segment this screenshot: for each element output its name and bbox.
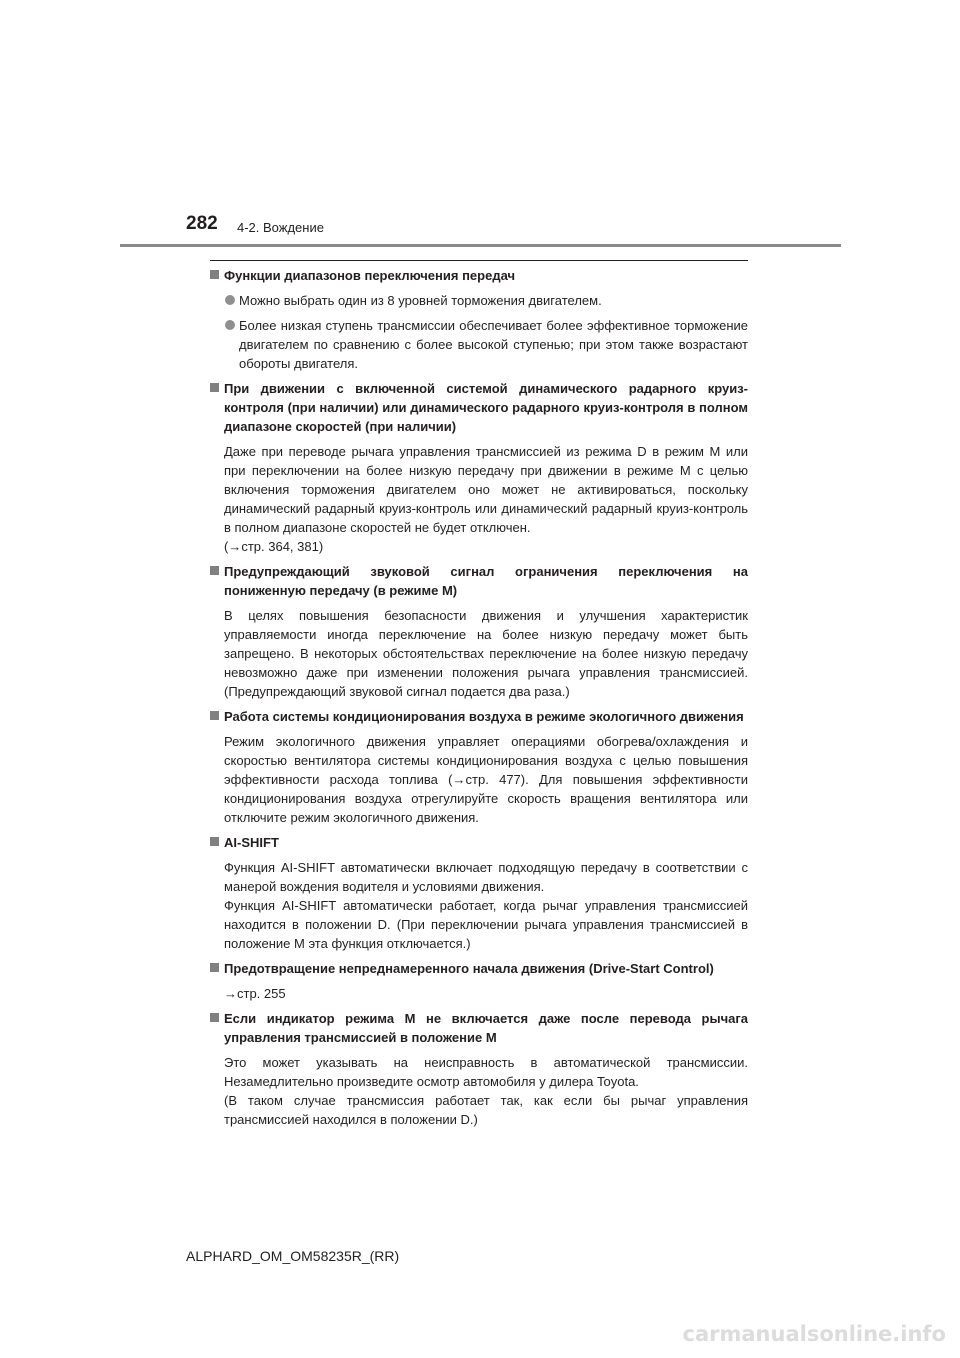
item-title — [210, 562, 748, 600]
info-item — [210, 1009, 748, 1129]
bullet-text: Можно выбрать один из 8 уровней торможения двигателем. — [239, 293, 602, 308]
item-title — [210, 959, 748, 978]
content-body — [210, 266, 748, 1135]
square-bullet-icon — [210, 711, 219, 720]
item-title — [210, 833, 748, 852]
square-bullet-icon — [210, 837, 219, 846]
item-title-text: При движении с включенной системой динамического радарного круиз-контроля (при наличии) или динамического радарного круиз-контроля в полном диапазоне скоростей (при наличии) — [224, 381, 748, 434]
content-divider — [210, 260, 748, 261]
info-item — [210, 959, 748, 1003]
info-item — [210, 266, 748, 373]
info-item — [210, 833, 748, 953]
item-title — [210, 379, 748, 436]
paragraph: Это может указывать на неисправность в автоматической трансмиссии. Незамедлительно произведите осмотр автомобиля у дилера Toyota. — [224, 1055, 748, 1089]
square-bullet-icon — [210, 270, 219, 279]
bullet-item — [210, 316, 748, 373]
header-divider — [120, 244, 841, 247]
paragraph: В целях повышения безопасности движения и улучшения характеристик управляемости иногда переключение на более низкую передачу может быть запрещено. В некоторых обстоятельствах переключение на более низкую передачу невозможно даже при изменении положения рычага управления трансмиссией. (Предупреждающий звуковой сигнал подается два раза.) — [224, 608, 748, 699]
circle-bullet-icon — [225, 320, 235, 330]
bullet-text: Более низкая ступень трансмиссии обеспечивает более эффективное торможение двигателем по сравнению с более высокой ступенью; при этом также возрастают обороты двигателя. — [239, 318, 748, 371]
item-title-text: Функции диапазонов переключения передач — [224, 268, 516, 283]
paragraph: (В таком случае трансмиссия работает так, как если бы рычаг управления трансмиссией находился в положении D.) — [224, 1093, 748, 1127]
page-number: 282 — [186, 213, 218, 234]
page-header — [0, 0, 960, 250]
square-bullet-icon — [210, 963, 219, 972]
info-item — [210, 562, 748, 701]
square-bullet-icon — [210, 566, 219, 575]
paragraph: Даже при переводе рычага управления трансмиссией из режима D в режим M или при переключении на более низкую передачу при движении в режиме M с целью включения торможения двигателем оно может не активироваться, поскольку динамический радарный круиз-контроль или динамический радарный круиз-контроль в полном диапазоне скоростей не будет отключен. — [224, 444, 748, 535]
watermark[interactable]: carmanualsonline.info — [682, 1322, 946, 1346]
square-bullet-icon — [210, 1013, 219, 1022]
paragraph: →стр. 255 — [224, 986, 286, 1001]
paragraph: (→стр. 364, 381) — [224, 539, 324, 554]
section-label: 4-2. Вождение — [237, 220, 324, 235]
item-title-text: Предотвращение непреднамеренного начала движения (Drive-Start Control) — [224, 961, 714, 976]
square-bullet-icon — [210, 383, 219, 392]
circle-bullet-icon — [225, 295, 235, 305]
info-item — [210, 379, 748, 556]
item-title-text: Если индикатор режима M не включается даже после перевода рычага управления трансмиссией в положение M — [224, 1011, 748, 1045]
item-title-text: Предупреждающий звуковой сигнал ограничения переключения на пониженную передачу (в режиме M) — [224, 564, 748, 598]
paragraph: Режим экологичного движения управляет операциями обогрева/охлаждения и скоростью вентилятора системы кондиционирования воздуха с целью повышения эффективности расхода топлива (→стр. 477). Для повышения эффективности кондиционирования воздуха отрегулируйте скорость вращения вентилятора или отключите режим экологичного движения. — [224, 734, 748, 825]
info-item — [210, 707, 748, 827]
item-title-text: Работа системы кондиционирования воздуха в режиме экологичного движения — [224, 709, 744, 724]
paragraph: Функция AI-SHIFT автоматически работает, когда рычаг управления трансмиссией находится в положении D. (При переключении рычага управления трансмиссией в положение M эта функция отключается.) — [224, 898, 748, 951]
document-code: ALPHARD_OM_OM58235R_(RR) — [186, 1248, 400, 1264]
item-title — [210, 707, 748, 726]
item-title — [210, 266, 748, 285]
item-title-text: AI-SHIFT — [224, 835, 279, 850]
item-title — [210, 1009, 748, 1047]
paragraph: Функция AI-SHIFT автоматически включает подходящую передачу в соответствии с манерой вождения водителя и условиями движения. — [224, 860, 748, 894]
bullet-item — [210, 291, 748, 310]
